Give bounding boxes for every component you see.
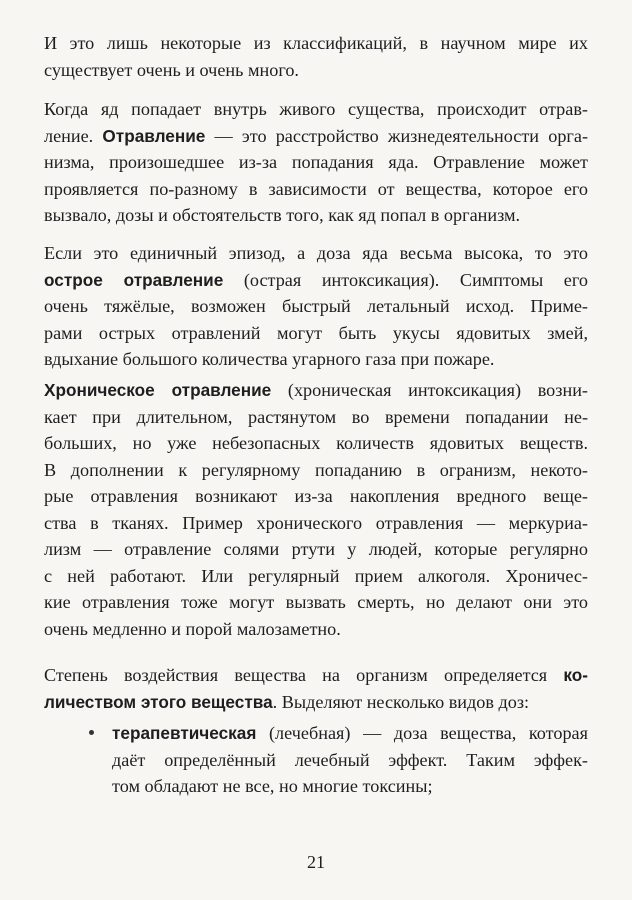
text-line xyxy=(44,662,588,689)
text-line: Когда яд попадает внутрь живого существа, происходит отрав- xyxy=(44,99,588,119)
text-line: ства в тканях. Пример хронического отравления — меркуриа- xyxy=(44,512,588,533)
text-line: рами острых отравлений могут быть укусы ядовитых змей, xyxy=(44,322,588,343)
bullet-text xyxy=(112,720,588,800)
term-therapeutic: терапевтическая xyxy=(112,723,257,743)
term-quantity: ко- xyxy=(563,665,588,685)
term-quantity-cont: личеством этого вещества xyxy=(44,691,273,712)
text-line: В дополнении к регулярному попаданию в огранизм, некото- xyxy=(44,459,588,480)
term-poisoning: Отравление xyxy=(102,125,206,146)
term-chronic-poisoning: Хроническое отравление xyxy=(44,380,272,400)
text-line xyxy=(44,123,588,150)
text-line xyxy=(44,689,588,716)
text-line: лизм — отравление солями ртути у людей, которые регулярно xyxy=(44,539,588,559)
text-span: ление. xyxy=(44,125,103,146)
text-line xyxy=(44,377,588,404)
text-line: рые отравления возникают из-за накопления вредного веще- xyxy=(44,486,588,506)
text-line: том обладают не все, но многие токсины; xyxy=(112,776,433,796)
text-line: низма, произошедшее из-за попадания яда. Отравление может xyxy=(44,152,588,172)
text-span: Степень воздействия вещества на организм определяется xyxy=(44,665,564,685)
text-line: даёт определённый лечебный эффект. Таким эффек- xyxy=(112,749,588,770)
text-span: (лечебная) — доза вещества, которая xyxy=(256,723,588,743)
text-line: с ней работают. Или регулярный прием алкоголя. Хроничес- xyxy=(44,565,588,586)
paragraph-chronic-poisoning xyxy=(44,377,588,642)
text-line: кает при длительном, растянутом во времени попадании не- xyxy=(44,406,588,427)
text-line: вдыхание большого количества угарного газа при пожаре. xyxy=(44,349,495,369)
paragraph-acute-poisoning xyxy=(44,240,588,373)
paragraph-poisoning-definition xyxy=(44,96,588,229)
paragraph-classifications xyxy=(44,30,588,83)
text-line xyxy=(112,720,588,747)
text-line: больших, но уже небезопасных количеств ядовитых веществ. xyxy=(44,433,588,453)
text-line: очень тяжёлые, возможен быстрый летальный исход. Приме- xyxy=(44,296,588,316)
text-span: (острая интоксикация). Симптомы его xyxy=(223,269,588,290)
text-line: вызвало, дозы и обстоятельств того, как яд попал в организм. xyxy=(44,205,521,225)
text-line: Если это единичный эпизод, а доза яда весьма высока, то это xyxy=(44,243,588,263)
text-span: — это расстройство жизнедеятельности орга- xyxy=(205,125,589,146)
page-number: 21 xyxy=(307,852,325,872)
text-span: . Выделяют несколько видов доз: xyxy=(272,691,530,712)
text-line: очень медленно и порой малозаметно. xyxy=(44,618,341,639)
text-line: проявляется по-разному в зависимости от вещества, которое его xyxy=(44,178,588,199)
text-span: (хроническая интоксикация) возни- xyxy=(271,380,588,400)
bullet-dot-icon xyxy=(89,730,94,735)
text-line xyxy=(44,267,588,294)
text-line: существует очень и очень много. xyxy=(44,59,299,80)
paragraph-dose-intro xyxy=(44,662,588,715)
text-line: кие отравления тоже могут вызвать смерть, но делают они это xyxy=(44,592,588,612)
text-line: И это лишь некоторые из классификаций, в научном мире их xyxy=(44,33,588,53)
term-acute-poisoning: острое отравление xyxy=(44,269,224,290)
